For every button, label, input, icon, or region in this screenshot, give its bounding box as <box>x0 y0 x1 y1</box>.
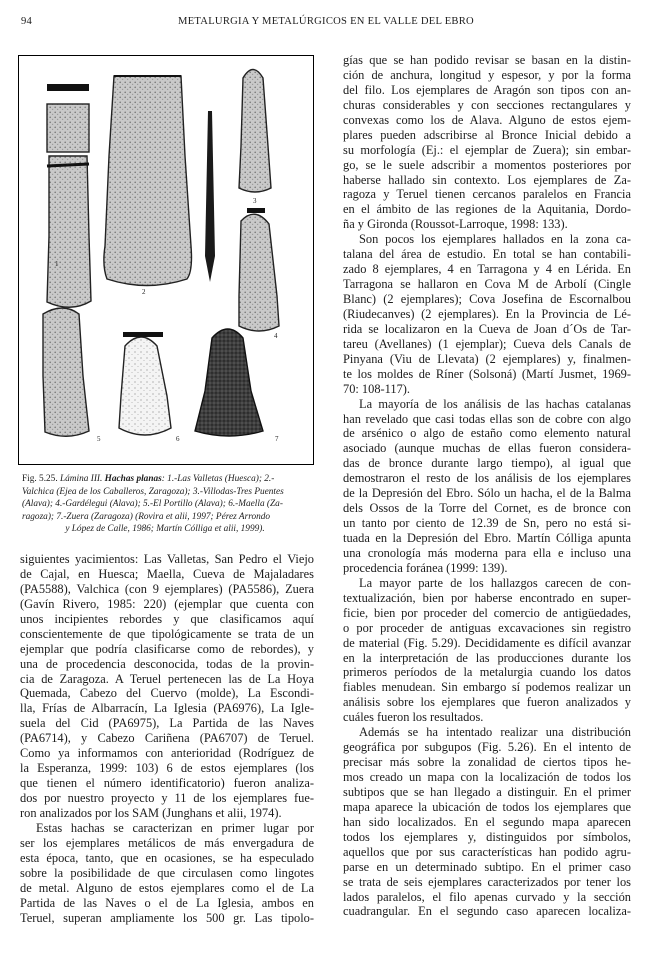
axe-6-section <box>123 332 163 337</box>
text-line: plares pueden adscribirse al Bronce Inicial debido a <box>343 127 631 142</box>
axe-label-2: 2 <box>142 288 146 296</box>
text-line: subtipos que se han llegado a distinguir. En el primer <box>343 784 631 799</box>
axe-label-3: 3 <box>253 197 257 205</box>
text-line: Partida de las Naves o el de La Iglesia, ambos en <box>20 895 314 910</box>
text-line: suela del Cid (PA6975), La Partida de las Naves <box>20 716 314 731</box>
text-line: lados paralelos, el filo apenas curvado y la sección <box>343 889 631 904</box>
text-line: dels Ossos de la Torre del Cornet, es de bronce con <box>343 501 631 516</box>
text-line: esta época, tanto, que en ocasiones, se ha especulado <box>20 850 314 865</box>
text-line: geográfica por subgupos (Fig. 5.26). En el intento de <box>343 740 631 755</box>
text-line: de material (Fig. 5.29). Decididamente es difícil avanzar <box>343 635 631 650</box>
text-line: que tienen el número identificatorio) fueron analiza- <box>20 776 314 791</box>
text-line: en el ámbito de las regiones de la Aquitania, Dordo- <box>343 202 631 217</box>
axe-2-section <box>205 111 215 282</box>
text-line: Tarragona se hallaron en Cova M de Arbolí (Cingle <box>343 277 631 292</box>
text-line: parse en un determinado subtipo. En el primer caso <box>343 859 631 874</box>
text-line: han sido localizados. En el segundo mapa aparecen <box>343 814 631 829</box>
caption-line: Valchica (Ejea de los Caballeros, Zaragoza); 3.-Villodas-Tres Puentes <box>22 486 284 497</box>
text-line: ña y Gironda (Roussot-Larroque, 1998: 133). <box>343 217 568 232</box>
text-line: ción de anchura, longitud y espesor, y por la forma <box>343 67 631 82</box>
paragraph-start: La mayoría de los análisis de las hachas catalanas <box>359 396 631 411</box>
axe-1-butt <box>47 84 89 91</box>
text-line: Teruel, superan ampliamente los 500 gr. Las tipolo- <box>20 910 314 925</box>
page-number: 94 <box>21 16 33 27</box>
text-line: tuada en la Depresión del Ebro. Martín Cólliga apunta <box>343 531 631 545</box>
caption-label: Fig. 5.25. <box>22 474 58 484</box>
text-line: (PA5588), Valchica (con 9 ejemplares) (PA5586), Zuera <box>20 581 314 596</box>
axe-2-drawing <box>104 76 192 286</box>
text-line: del filo. Los ejemplares de Aragón son tipos con an- <box>343 82 631 97</box>
axe-5-drawing <box>43 308 89 436</box>
text-line: gías que se han podido revisar se basan en la distin- <box>343 53 631 67</box>
text-line: se trata de seis ejemplares caracterizados por tener los <box>343 874 631 889</box>
text-line: tareu (Avellanes) (1 ejemplar); Cueva dels Canals de <box>343 336 631 351</box>
running-title: METALURGIA Y METALÚRGICOS EN EL VALLE DEL EBRO <box>178 16 474 27</box>
paragraph-start: Además se ha intentado realizar una distribución <box>359 725 631 740</box>
text-line: un tanto por ciento de 12.39 de Sn, pero no está si- <box>343 516 631 531</box>
caption-line: y López de Calle, 1986; Martín Cólliga et alii, 1999). <box>65 524 265 535</box>
text-line: cuáles fueron los resultados. <box>343 710 484 725</box>
text-line: una cronología más moderna para ella e incluso una <box>343 545 631 560</box>
text-line: talana del área de estudio. En total se han contabili- <box>343 247 631 262</box>
text-line: go, se le suele adscribir a momentos posteriores por <box>343 157 631 172</box>
text-line: 70: 108-117). <box>343 381 410 396</box>
text-line: rida se localizaron en la Cueva de Joan d´Os de Tar- <box>343 321 631 336</box>
caption-line: Fig. 5.25. Lámina III. Hachas planas: 1.-Las Valletas (Huesca); 2.- <box>22 474 275 484</box>
text-line: una de procedencia desconocida, todas de la provin- <box>20 656 314 671</box>
running-header <box>21 16 631 32</box>
text-line: ejemplar que podría clasificarse como de rebordes), y <box>20 641 314 656</box>
text-line: sobre la posibilidade de que circulasen como lingotes <box>20 865 314 880</box>
text-line: (PA6714), y Cabezo Cariñena (PA6707) de Teruel. <box>20 731 314 746</box>
text-line: o por proceder de antiguas excavaciones sin registro <box>343 620 631 635</box>
left-column <box>20 552 314 925</box>
text-line: churas considerables y con secciones rectangulares y <box>343 97 631 112</box>
paragraph-start: Estas hachas se caracterizan en primer lugar por <box>36 820 314 835</box>
text-line: mos creado un mapa con la localización de todos los <box>343 770 631 784</box>
text-line: han revelado que casi todas ellas son de cobre con algo <box>343 411 631 426</box>
text-line: textualización, bien por haberse encontrado en super- <box>343 590 631 605</box>
caption-bold-title: Hachas planas <box>104 474 162 484</box>
axe-1-section <box>47 104 89 152</box>
axe-label-7: 7 <box>275 435 279 443</box>
text-line: su morfología (Ej.: el ejemplar de Zuera); sin embar- <box>343 142 631 157</box>
text-line: precisar más sobre la zonalidad de ciertos tipos he- <box>343 755 631 770</box>
text-line: procedencia foránea (1999: 139). <box>343 560 508 575</box>
axe-drawings <box>19 56 313 464</box>
axe-1-drawing <box>47 84 91 307</box>
text-line: siguientes yacimientos: Las Valletas, San Pedro el Viejo <box>20 552 314 566</box>
axe-label-6: 6 <box>176 435 180 443</box>
caption-line: ragoza); 7.-Zuera (Zaragoza) (Rovira et alii, 1997; Pérez Arrondo <box>22 511 271 522</box>
caption-plate: Lámina III. <box>59 474 103 484</box>
text-line: Como ya informamos con anterioridad (Rodríguez de <box>20 746 314 761</box>
paragraph-start: Son pocos los ejemplares hallados en la zona ca- <box>359 232 631 247</box>
text-line: (Gavín Rivero, 1985: 220) (ejemplar que cuenta con <box>20 596 314 611</box>
text-line: Blanc) (2 ejemplares); Cova Josefina de Escornalbou <box>343 292 631 306</box>
text-line: (Riudecanves) (2 ejemplares). En la Provincia de Lé- <box>343 306 631 321</box>
axe-3-section <box>247 208 265 213</box>
text-line: la Esperanza, 1999: 103) 6 de estos ejemplares (los <box>20 761 314 776</box>
text-line: haberse hallado sin contexto. Los ejemplares de Za- <box>343 172 631 187</box>
paragraph-start: La mayor parte de los hallazgos carecen de con- <box>359 575 631 590</box>
text-line: mapa aparece la ubicación de todos los ejemplares que <box>343 799 631 814</box>
text-line: Pinyana (Viu de Llevata) (2 ejemplares) y, finalmen- <box>343 351 631 366</box>
text-line: lla, Frías de Albarracín, La Iglesia (PA6976), La Igle- <box>20 701 314 716</box>
text-line: todos los ejemplares y, distinguidos por símbolos, <box>343 829 631 844</box>
axe-6-drawing <box>119 332 171 435</box>
right-column <box>343 53 631 919</box>
text-line: ragoza y Teruel tienen cercanos paralelos en Francia <box>343 187 631 202</box>
text-line: ser los ejemplares metálicos de más envergadura de <box>20 835 314 850</box>
text-line: zado 8 ejemplares, 4 en Tarragona y 4 en Lérida. En <box>343 262 631 277</box>
axe-7-drawing <box>195 329 263 436</box>
text-line: primeros períodos de la metalurgia cuando los datos <box>343 665 631 680</box>
text-line: ficie, bien por proceder del comercio de antigüedades, <box>343 605 631 620</box>
text-line: cia de Zaragoza. A Teruel pertenecen las de La Hoya <box>20 671 314 686</box>
text-line: asociado (aunque muchas de ellas fueron considera- <box>343 441 631 456</box>
caption-line: (Alava); 4.-Gardélegui (Alava); 5.-El Portillo (Alava); 6.-Maella (Za- <box>22 499 283 510</box>
text-line: cuadrangular. En el segundo caso aparecen localiza- <box>343 904 631 919</box>
text-line: de Cajal, en Huesca; Maella, Cueva de Majaladares <box>20 566 314 581</box>
axe-3-drawing <box>239 70 271 214</box>
axe-4-drawing <box>239 214 279 331</box>
text-line: unos incipientes rebordes y que clasificamos aquí <box>20 611 314 626</box>
text-line: en la interpretación de las producciones durante los <box>343 650 631 665</box>
axe-label-5: 5 <box>97 435 101 443</box>
text-line: ron analizados por los SAM (Junghans et alii, 1974). <box>20 805 282 820</box>
text-line: dos por nuestro proyecto y 11 de los ejemplares fue- <box>20 791 314 805</box>
text-line: de la Depresión del Ebro. Sólo un hacha, el de la Balma <box>343 486 631 501</box>
axe-label-1: 1 <box>55 260 59 268</box>
text-line: convexas como los de Alava. Alguno de estos ejem- <box>343 112 631 127</box>
text-line: Quemada, Cabezo del Cuervo (molde), La Escondi- <box>20 686 314 701</box>
text-line: de arsénico o algo de estaño como elemento natural <box>343 426 631 441</box>
text-line: das de bronce durante largo tiempo), al igual que <box>343 456 631 471</box>
text-line: te los moldes de Ríner (Solsoná) (Martí Jusmet, 1969- <box>343 366 631 381</box>
text-line: análisis sobre los ejemplares que fueron analizados y <box>343 695 631 710</box>
figure-plate <box>18 55 314 465</box>
text-line: demostraron el resto de los análisis de los ejemplares <box>343 471 631 486</box>
figure-caption <box>22 473 308 536</box>
axe-label-4: 4 <box>274 332 278 340</box>
text-line: fiables menudean. Sin embargo sí podemos realizar un <box>343 680 631 695</box>
text-line: aquellos que por sus características han podido agru- <box>343 844 631 859</box>
text-line: de metal. Alguno de estos ejemplares como el de La <box>20 880 314 895</box>
text-line: conscientemente de que tipológicamente se trata de un <box>20 626 314 641</box>
